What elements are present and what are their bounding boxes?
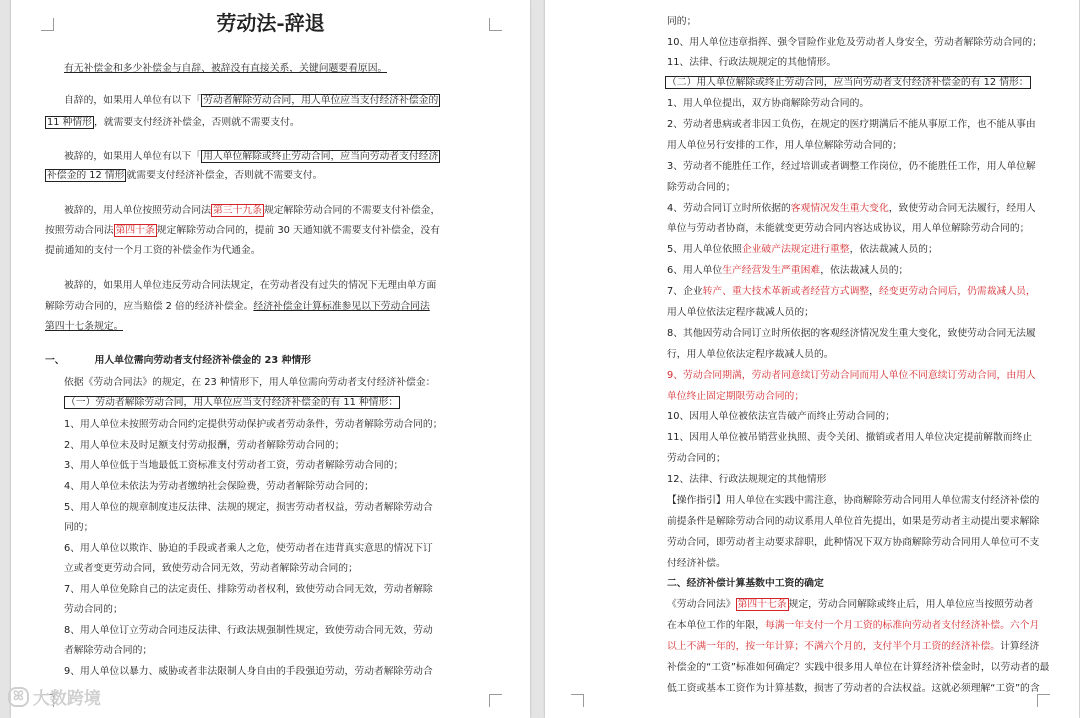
list-item: 劳动合同的； (667, 453, 726, 464)
law-article-ref[interactable]: 第三十九条 (212, 205, 262, 216)
list-item: 3、劳动者不能胜任工作，经过培训或者调整工作岗位，仍不能胜任工作，用人单位解 (667, 161, 1036, 172)
list-item: 者解除劳动合同的； (64, 645, 153, 656)
list-item: 11、因用人单位被吊销营业执照、责令关闭、撤销或者用人单位决定提前解散而终止 (667, 432, 1033, 443)
paragraph-line: 11 种情形 ，就需要支付经济补偿金，否则就不需要支付。 (47, 117, 300, 128)
list-item: 立或者变更劳动合同，致使劳动合同无效，劳动者解除劳动合同的； (64, 563, 358, 574)
list-item: 2、用人单位未及时足额支付劳动报酬，劳动者解除劳动合同的； (64, 440, 345, 451)
subsection-heading: （一）劳动者解除劳动合同，用人单位应当支付经济补偿金的有 11 种情形： (66, 397, 399, 408)
list-item: 2、劳动者患病或者非因工负伤，在规定的医疗期满后不能从事原工作，也不能从事由 (667, 119, 1036, 130)
reference-link[interactable]: 第四十七条规定。 (45, 321, 124, 332)
list-item: 行，用人单位依法定程序裁减人员的。 (667, 349, 834, 360)
paragraph-line: 被辞的，如果用人单位违反劳动合同法规定，在劳动者没有过失的情况下无理由单方面 (64, 280, 437, 291)
list-item: 9、劳动合同期满，劳动者同意续订劳动合同而用人单位不同意续订劳动合同，由用人 (667, 370, 1036, 381)
paragraph-line: 前提条件是解除劳动合同的动议系用人单位首先提出，如果是劳动者主动提出要求解除 (667, 516, 1040, 527)
list-item: 用人单位另行安排的工作，用人单位解除劳动合同的； (667, 140, 903, 151)
list-item: 12、法律、行政法规规定的其他情形 (667, 474, 827, 485)
paragraph-line: 被辞的，如果用人单位有以下「 用人单位解除或终止劳动合同，应当向劳动者支付经济 (64, 151, 439, 162)
boxed-text: 补偿金的 12 情形 (47, 170, 125, 181)
list-item: 7、用人单位免除自己的法定责任、排除劳动者权利，致使劳动合同无效，劳动者解除 (64, 584, 433, 595)
boxed-text: 劳动者解除劳动合同，用人单位应当支付经济补偿金的 (203, 95, 439, 106)
paragraph-line: 以上不满一年的，按一年计算；不满六个月的，支付半个月工资的经济补偿。计算经济 (667, 641, 1040, 652)
list-item: 10、因用人单位被依法宣告破产而终止劳动合同的； (667, 411, 895, 422)
list-item: 5、用人单位的规章制度违反法律、法规的规定，损害劳动者权益，劳动者解除劳动合 (64, 502, 433, 513)
document-title: 劳动法-辞退 (216, 11, 325, 35)
list-item: 8、用人单位订立劳动合同违反法律、行政法规强制性规定，致使劳动合同无效，劳动 (64, 625, 433, 636)
intro-text: 有无补偿金和多少补偿金与自辞、被辞没有直接关系，关键问题要看原因。 (64, 63, 388, 74)
list-item: 4、劳动合同订立时所依据的客观情况发生重大变化，致使劳动合同无法履行，经用人 (667, 203, 1036, 214)
reference-link[interactable]: 经济补偿金计算标准参见以下劳动合同法 (253, 301, 430, 312)
list-item: 用人单位依法定程序裁减人员的； (667, 307, 814, 318)
paragraph-line: 在本单位工作的年限，每满一年支付一个月工资的标准向劳动者支付经济补偿。六个月 (667, 620, 1040, 631)
margin-mark (571, 694, 584, 707)
boxed-text: 11 种情形 (47, 117, 92, 128)
list-item: 10、用人单位违章指挥、强令冒险作业危及劳动者人身安全，劳动者解除劳动合同的； (667, 37, 1042, 48)
list-item: 11、法律、行政法规规定的其他情形。 (667, 57, 837, 68)
paragraph-line: 劳动合同，即劳动者主动要求辞职，此种情况下双方协商解除劳动合同用人单位可不支 (667, 537, 1040, 548)
document-page-right (545, 0, 1079, 718)
list-item: 单位终止固定期限劳动合同的； (667, 391, 805, 402)
paragraph-line: 依据《劳动合同法》的规定，在 23 种情形下，用人单位需向劳动者支付经济补偿金： (64, 377, 436, 388)
paragraph-line: 提前通知的支付一个月工资的补偿金作为代通金。 (45, 245, 261, 256)
list-item: 5、用人单位依照企业破产法规定进行重整，依法裁减人员的； (667, 244, 938, 255)
law-article-ref[interactable]: 第四十条 (115, 225, 155, 236)
list-item: 1、用人单位未按照劳动合同约定提供劳动保护或者劳动条件，劳动者解除劳动合同的； (64, 419, 443, 430)
watermark (8, 684, 101, 709)
paragraph-line: 同的； (667, 16, 697, 27)
list-item: 4、用人单位未依法为劳动者缴纳社会保险费，劳动者解除劳动合同的； (64, 481, 374, 492)
list-item: 6、用人单位生产经营发生严重困难，依法裁减人员的； (667, 265, 909, 276)
paragraph-line: 付经济补偿。 (667, 558, 726, 569)
list-item: 1、用人单位提出，双方协商解除劳动合同的。 (667, 98, 870, 109)
paragraph-line: 补偿金的 12 情形 就需要支付经济补偿金，否则就不需要支付。 (47, 170, 323, 181)
section-heading: 二、经济补偿计算基数中工资的确定 (667, 578, 824, 589)
paragraph-line: 自辞的，如果用人单位有以下「 劳动者解除劳动合同，用人单位应当支付经济补偿金的 (64, 95, 439, 106)
list-item: 6、用人单位以欺诈、胁迫的手段或者乘人之危，使劳动者在违背真实意思的情况下订 (64, 543, 433, 554)
list-item: 9、用人单位以暴力、威胁或者非法限制人身自由的手段强迫劳动，劳动者解除劳动合 (64, 666, 433, 677)
paragraph-line: 被辞的，用人单位按照劳动合同法 第三十九条 规定解除劳动合同的不需要支付补偿金， (64, 205, 441, 216)
paragraph-line: 补偿金的“工资”标准如何确定？实践中很多用人单位在计算经济补偿金时，以劳动者的最 (667, 662, 1050, 673)
paragraph-line: 按照劳动合同法 第四十条 规定解除劳动合同的，提前 30 天通知就不需要支付补偿金，没有 (45, 225, 440, 236)
section-heading: 一、 用人单位需向劳动者支付经济补偿金的 23 种情形 (45, 355, 311, 366)
paragraph-line: 【操作指引】用人单位在实践中需注意，协商解除劳动合同用人单位需支付经济补偿的 (667, 495, 1040, 506)
list-item: 除劳动合同的； (667, 182, 736, 193)
list-item: 劳动合同的； (64, 604, 123, 615)
boxed-text: 用人单位解除或终止劳动合同，应当向劳动者支付经济 (203, 151, 439, 162)
list-item: 单位与劳动者协商，未能就变更劳动合同内容达成协议，用人单位解除劳动合同的； (667, 223, 1030, 234)
list-item: 7、企业转产、重大技术革新或者经营方式调整，经变更劳动合同后，仍需裁减人员， (667, 286, 1036, 297)
list-item: 8、其他因劳动合同订立时所依据的客观经济情况发生重大变化，致使劳动合同无法履 (667, 328, 1036, 339)
list-item: 3、用人单位低于当地最低工资标准支付劳动者工资，劳动者解除劳动合同的； (64, 460, 404, 471)
law-article-ref[interactable]: 第四十七条 (737, 599, 787, 610)
margin-mark (489, 694, 502, 707)
document-page-left (11, 0, 530, 718)
watermark-text: 大数跨境 (32, 689, 101, 709)
list-item: 同的； (64, 522, 94, 533)
subsection-heading: （二）用人单位解除或终止劳动合同，应当向劳动者支付经济补偿金的有 12 情形： (667, 77, 1029, 88)
paragraph-line: 《劳动合同法》 第四十七条 规定，劳动合同解除或终止后，用人单位应当按照劳动者 (667, 599, 1034, 610)
paragraph-line: 低工资或基本工资作为计算基数，损害了劳动者的合法权益。这就必须理解“工资”的含 (667, 683, 1040, 694)
paragraph-line: 解除劳动合同的，应当赔偿 2 倍的经济补偿金。经济补偿金计算标准参见以下劳动合同法 (45, 301, 430, 312)
watermark-logo-icon: ꕤ (8, 687, 29, 707)
